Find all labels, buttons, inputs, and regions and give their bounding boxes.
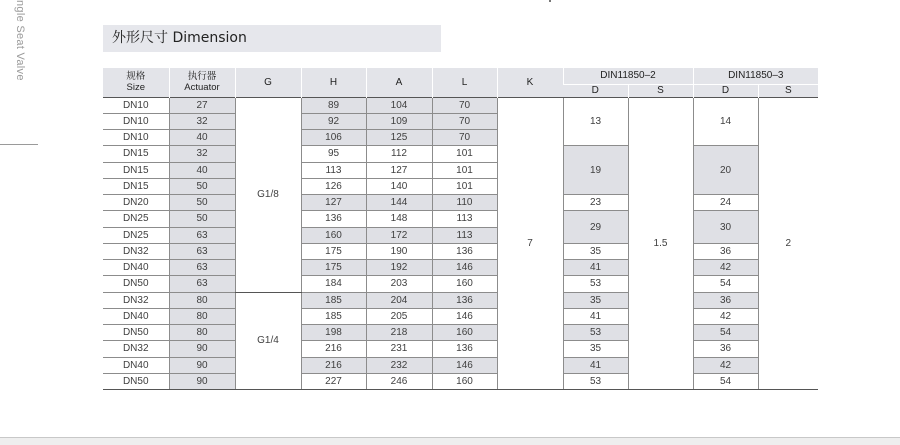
- cell-actuator: 40: [169, 130, 235, 146]
- cell-h: 127: [301, 195, 366, 211]
- table-row: [103, 325, 818, 341]
- cell-h: 184: [301, 276, 366, 292]
- cell-din2-d: 13: [563, 97, 628, 146]
- cell-g: G1/8: [235, 97, 301, 292]
- cell-din2-d: 35: [563, 243, 628, 259]
- cell-a: 218: [366, 325, 432, 341]
- cell-h: 126: [301, 178, 366, 194]
- cell-actuator: 90: [169, 341, 235, 357]
- cell-l: 160: [432, 325, 497, 341]
- cell-din3-d: 42: [693, 308, 758, 324]
- cell-size: DN10: [103, 113, 169, 129]
- cell-h: 136: [301, 211, 366, 227]
- cell-actuator: 40: [169, 162, 235, 178]
- cell-a: 204: [366, 292, 432, 308]
- cell-din3-d: 54: [693, 276, 758, 292]
- cell-din2-d: 35: [563, 292, 628, 308]
- cell-h: 185: [301, 292, 366, 308]
- table-row: [103, 276, 818, 292]
- header-din11850-2: DIN11850–2: [563, 68, 693, 84]
- cell-size: DN50: [103, 373, 169, 389]
- cell-din3-d: 36: [693, 341, 758, 357]
- cell-a: 190: [366, 243, 432, 259]
- cell-k: 7: [497, 97, 563, 390]
- cell-actuator: 50: [169, 195, 235, 211]
- cell-din2-d: 35: [563, 341, 628, 357]
- cell-h: 216: [301, 357, 366, 373]
- table-row: [103, 373, 818, 389]
- cell-din3-d: 54: [693, 325, 758, 341]
- cell-h: 175: [301, 243, 366, 259]
- cell-a: 231: [366, 341, 432, 357]
- table-row: [103, 341, 818, 357]
- cell-a: 125: [366, 130, 432, 146]
- cell-actuator: 63: [169, 260, 235, 276]
- table-row: [103, 357, 818, 373]
- cell-l: 136: [432, 243, 497, 259]
- side-label: ngle Seat Valve: [14, 0, 26, 81]
- cell-l: 160: [432, 373, 497, 389]
- table-row: [103, 260, 818, 276]
- dimension-table: [103, 68, 818, 390]
- cell-actuator: 32: [169, 113, 235, 129]
- cell-h: 92: [301, 113, 366, 129]
- cell-size: DN32: [103, 243, 169, 259]
- cell-l: 113: [432, 227, 497, 243]
- cell-actuator: 63: [169, 276, 235, 292]
- cell-actuator: 80: [169, 308, 235, 324]
- cell-a: 127: [366, 162, 432, 178]
- cell-size: DN32: [103, 341, 169, 357]
- cell-din2-d: 41: [563, 308, 628, 324]
- cell-size: DN10: [103, 97, 169, 113]
- header-l: L: [432, 68, 497, 97]
- cell-din3-d: 20: [693, 146, 758, 195]
- header-din3-d: D: [693, 84, 758, 97]
- cell-actuator: 63: [169, 243, 235, 259]
- cell-size: DN15: [103, 178, 169, 194]
- cell-h: 175: [301, 260, 366, 276]
- cell-actuator: 50: [169, 211, 235, 227]
- cell-size: DN25: [103, 227, 169, 243]
- table-row: [103, 97, 818, 113]
- cell-din2-d: 53: [563, 276, 628, 292]
- cell-din2-d: 23: [563, 195, 628, 211]
- cell-size: DN15: [103, 146, 169, 162]
- cell-h: 185: [301, 308, 366, 324]
- cell-din3-d: 54: [693, 373, 758, 389]
- cell-size: DN32: [103, 292, 169, 308]
- cell-actuator: 80: [169, 325, 235, 341]
- cell-h: 113: [301, 162, 366, 178]
- cell-a: 246: [366, 373, 432, 389]
- cell-l: 146: [432, 357, 497, 373]
- cell-size: DN10: [103, 130, 169, 146]
- cell-h: 160: [301, 227, 366, 243]
- cell-l: 101: [432, 178, 497, 194]
- table-row: [103, 292, 818, 308]
- cell-actuator: 90: [169, 373, 235, 389]
- cell-l: 101: [432, 146, 497, 162]
- cell-din2-d: 41: [563, 260, 628, 276]
- cell-l: 70: [432, 113, 497, 129]
- cell-l: 146: [432, 260, 497, 276]
- cell-h: 89: [301, 97, 366, 113]
- table-row: [103, 243, 818, 259]
- cell-l: 101: [432, 162, 497, 178]
- cell-actuator: 90: [169, 357, 235, 373]
- header-din3-s: S: [758, 84, 818, 97]
- cell-l: 113: [432, 211, 497, 227]
- cell-l: 136: [432, 292, 497, 308]
- table-row: [103, 308, 818, 324]
- cell-size: DN50: [103, 276, 169, 292]
- header-h: H: [301, 68, 366, 97]
- cell-a: 232: [366, 357, 432, 373]
- cell-actuator: 50: [169, 178, 235, 194]
- cell-din3-d: 30: [693, 211, 758, 244]
- cell-size: DN40: [103, 357, 169, 373]
- top-mark: [549, 0, 551, 2]
- cell-din3-d: 36: [693, 292, 758, 308]
- cell-din3-s: 2: [758, 97, 818, 390]
- cell-a: 140: [366, 178, 432, 194]
- cell-size: DN50: [103, 325, 169, 341]
- bottom-band: [0, 437, 900, 445]
- cell-h: 95: [301, 146, 366, 162]
- header-size: 规格 Size: [103, 68, 169, 97]
- cell-din3-d: 36: [693, 243, 758, 259]
- cell-h: 216: [301, 341, 366, 357]
- cell-a: 109: [366, 113, 432, 129]
- cell-actuator: 63: [169, 227, 235, 243]
- side-divider: [0, 144, 38, 145]
- cell-a: 104: [366, 97, 432, 113]
- header-din2-d: D: [563, 84, 628, 97]
- cell-din3-d: 14: [693, 97, 758, 146]
- cell-din2-d: 29: [563, 211, 628, 244]
- cell-g: G1/4: [235, 292, 301, 390]
- cell-a: 172: [366, 227, 432, 243]
- cell-l: 110: [432, 195, 497, 211]
- cell-din2-d: 41: [563, 357, 628, 373]
- cell-din2-d: 19: [563, 146, 628, 195]
- cell-a: 192: [366, 260, 432, 276]
- header-actuator: 执行器 Actuator: [169, 68, 235, 97]
- cell-size: DN40: [103, 260, 169, 276]
- cell-din3-d: 42: [693, 357, 758, 373]
- header-din2-s: S: [628, 84, 693, 97]
- header-k: K: [497, 68, 563, 97]
- section-title: 外形尺寸 Dimension: [103, 25, 441, 52]
- cell-din3-d: 24: [693, 195, 758, 211]
- table-row: [103, 195, 818, 211]
- cell-size: DN15: [103, 162, 169, 178]
- cell-h: 227: [301, 373, 366, 389]
- cell-actuator: 80: [169, 292, 235, 308]
- table-row: [103, 211, 818, 227]
- header-a: A: [366, 68, 432, 97]
- table-row: [103, 146, 818, 162]
- cell-din2-d: 53: [563, 325, 628, 341]
- cell-a: 203: [366, 276, 432, 292]
- cell-a: 205: [366, 308, 432, 324]
- cell-a: 148: [366, 211, 432, 227]
- cell-size: DN20: [103, 195, 169, 211]
- header-g: G: [235, 68, 301, 97]
- cell-actuator: 27: [169, 97, 235, 113]
- cell-size: DN25: [103, 211, 169, 227]
- cell-a: 144: [366, 195, 432, 211]
- cell-l: 70: [432, 97, 497, 113]
- cell-l: 136: [432, 341, 497, 357]
- cell-actuator: 32: [169, 146, 235, 162]
- cell-din3-d: 42: [693, 260, 758, 276]
- header-din11850-3: DIN11850–3: [693, 68, 818, 84]
- cell-l: 146: [432, 308, 497, 324]
- cell-a: 112: [366, 146, 432, 162]
- cell-h: 198: [301, 325, 366, 341]
- cell-h: 106: [301, 130, 366, 146]
- cell-l: 70: [432, 130, 497, 146]
- cell-l: 160: [432, 276, 497, 292]
- cell-din2-s: 1.5: [628, 97, 693, 390]
- cell-size: DN40: [103, 308, 169, 324]
- cell-din2-d: 53: [563, 373, 628, 389]
